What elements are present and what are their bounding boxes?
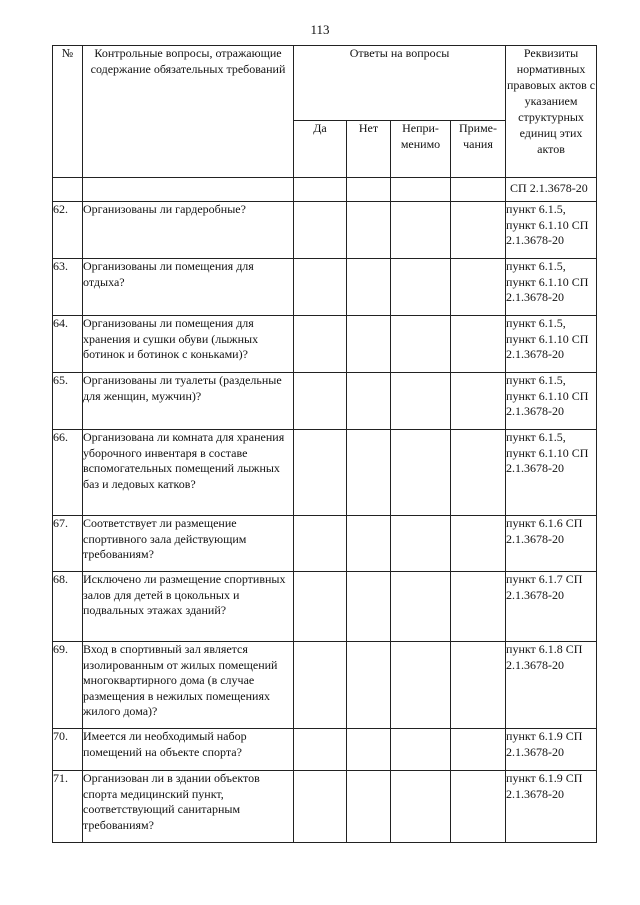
row-question: Вход в спортивный зал является изолированным от жилых помещений многоквартирного дома (в случае размещения в нежилых помещениях жилого дома)? (83, 642, 294, 729)
row-number: 64. (53, 316, 83, 373)
answer-notes-cell[interactable] (451, 771, 506, 843)
answer-no-cell[interactable] (347, 771, 391, 843)
answer-yes-cell[interactable] (294, 642, 347, 729)
row-number: 68. (53, 572, 83, 642)
row-requisite: пункт 6.1.5, пункт 6.1.10 СП 2.1.3678-20 (506, 430, 597, 516)
answer-yes-cell[interactable] (294, 316, 347, 373)
row-requisite: пункт 6.1.8 СП 2.1.3678-20 (506, 642, 597, 729)
answer-not-applicable-cell[interactable] (391, 202, 451, 259)
answer-yes-cell[interactable] (294, 729, 347, 771)
answer-not-applicable-cell[interactable] (391, 729, 451, 771)
table-row (53, 642, 597, 729)
answer-notes-cell[interactable] (451, 642, 506, 729)
answer-yes-cell[interactable] (294, 373, 347, 430)
header-answers: Ответы на вопросы (294, 46, 506, 121)
answer-yes-cell[interactable] (294, 572, 347, 642)
answer-not-applicable-cell[interactable] (391, 373, 451, 430)
row-question: Организованы ли туалеты (раздельные для женщин, мужчин)? (83, 373, 294, 430)
checklist-table (52, 45, 597, 843)
table-row (53, 729, 597, 771)
answer-not-applicable-cell[interactable] (391, 516, 451, 572)
row-requisite: пункт 6.1.7 СП 2.1.3678-20 (506, 572, 597, 642)
answer-no-cell[interactable] (347, 259, 391, 316)
answer-no-cell[interactable] (347, 516, 391, 572)
answer-notes-cell[interactable] (451, 259, 506, 316)
cell-notes[interactable] (451, 178, 506, 202)
answer-yes-cell[interactable] (294, 430, 347, 516)
answer-not-applicable-cell[interactable] (391, 316, 451, 373)
row-requisite: пункт 6.1.5, пункт 6.1.10 СП 2.1.3678-20 (506, 259, 597, 316)
table-row (53, 373, 597, 430)
answer-yes-cell[interactable] (294, 516, 347, 572)
row-requisite: пункт 6.1.9 СП 2.1.3678-20 (506, 729, 597, 771)
table-row (53, 316, 597, 373)
answer-yes-cell[interactable] (294, 771, 347, 843)
answer-no-cell[interactable] (347, 572, 391, 642)
cell-requisite: СП 2.1.3678-20 (506, 178, 597, 202)
row-number: 62. (53, 202, 83, 259)
row-number: 65. (53, 373, 83, 430)
answer-no-cell[interactable] (347, 430, 391, 516)
cell-not-applicable[interactable] (391, 178, 451, 202)
answer-notes-cell[interactable] (451, 430, 506, 516)
answer-no-cell[interactable] (347, 642, 391, 729)
answer-notes-cell[interactable] (451, 516, 506, 572)
header-num: № (53, 46, 83, 178)
row-requisite: пункт 6.1.5, пункт 6.1.10 СП 2.1.3678-20 (506, 202, 597, 259)
answer-no-cell[interactable] (347, 202, 391, 259)
row-number: 70. (53, 729, 83, 771)
answer-no-cell[interactable] (347, 316, 391, 373)
row-number: 66. (53, 430, 83, 516)
answer-yes-cell[interactable] (294, 259, 347, 316)
answer-notes-cell[interactable] (451, 572, 506, 642)
answer-not-applicable-cell[interactable] (391, 430, 451, 516)
row-question: Организованы ли помещения для хранения и сушки обуви (лыжных ботинок и ботинок с коньками)? (83, 316, 294, 373)
continuation-row (53, 178, 597, 202)
row-number: 67. (53, 516, 83, 572)
row-number: 69. (53, 642, 83, 729)
row-question: Соответствует ли размещение спортивного зала действующим требованиям? (83, 516, 294, 572)
cell-num (53, 178, 83, 202)
row-question: Организованы ли гардеробные? (83, 202, 294, 259)
answer-notes-cell[interactable] (451, 202, 506, 259)
page-number: 113 (310, 22, 330, 37)
answer-no-cell[interactable] (347, 373, 391, 430)
answer-not-applicable-cell[interactable] (391, 642, 451, 729)
answer-not-applicable-cell[interactable] (391, 259, 451, 316)
answer-not-applicable-cell[interactable] (391, 771, 451, 843)
cell-yes[interactable] (294, 178, 347, 202)
row-question: Организованы ли помещения для отдыха? (83, 259, 294, 316)
answer-yes-cell[interactable] (294, 202, 347, 259)
row-number: 71. (53, 771, 83, 843)
cell-question (83, 178, 294, 202)
table-row (53, 430, 597, 516)
header-row (53, 46, 597, 121)
answer-notes-cell[interactable] (451, 316, 506, 373)
header-notes: Приме-чания (451, 121, 506, 178)
row-number: 63. (53, 259, 83, 316)
header-no: Нет (347, 121, 391, 178)
table-row (53, 202, 597, 259)
row-requisite: пункт 6.1.6 СП 2.1.3678-20 (506, 516, 597, 572)
row-question: Организована ли комната для хранения уборочного инвентаря в составе вспомогательных помещений лыжных баз и ледовых катков? (83, 430, 294, 516)
answer-notes-cell[interactable] (451, 373, 506, 430)
header-yes: Да (294, 121, 347, 178)
row-requisite: пункт 6.1.5, пункт 6.1.10 СП 2.1.3678-20 (506, 373, 597, 430)
header-question: Контрольные вопросы, отражающие содержание обязательных требований (83, 46, 294, 178)
table-row (53, 771, 597, 843)
row-question: Имеется ли необходимый набор помещений на объекте спорта? (83, 729, 294, 771)
row-question: Организован ли в здании объектов спорта медицинский пункт, соответствующий санитарным требованиям? (83, 771, 294, 843)
row-question: Исключено ли размещение спортивных залов для детей в цокольных и подвальных этажах зданий? (83, 572, 294, 642)
answer-no-cell[interactable] (347, 729, 391, 771)
answer-notes-cell[interactable] (451, 729, 506, 771)
row-requisite: пункт 6.1.5, пункт 6.1.10 СП 2.1.3678-20 (506, 316, 597, 373)
cell-no[interactable] (347, 178, 391, 202)
header-not-applicable: Непри-менимо (391, 121, 451, 178)
answer-not-applicable-cell[interactable] (391, 572, 451, 642)
table-row (53, 572, 597, 642)
row-requisite: пункт 6.1.9 СП 2.1.3678-20 (506, 771, 597, 843)
table-row (53, 259, 597, 316)
header-requisites: Реквизиты нормативных правовых актов с указанием структурных единиц этих актов (506, 46, 597, 178)
table-row (53, 516, 597, 572)
